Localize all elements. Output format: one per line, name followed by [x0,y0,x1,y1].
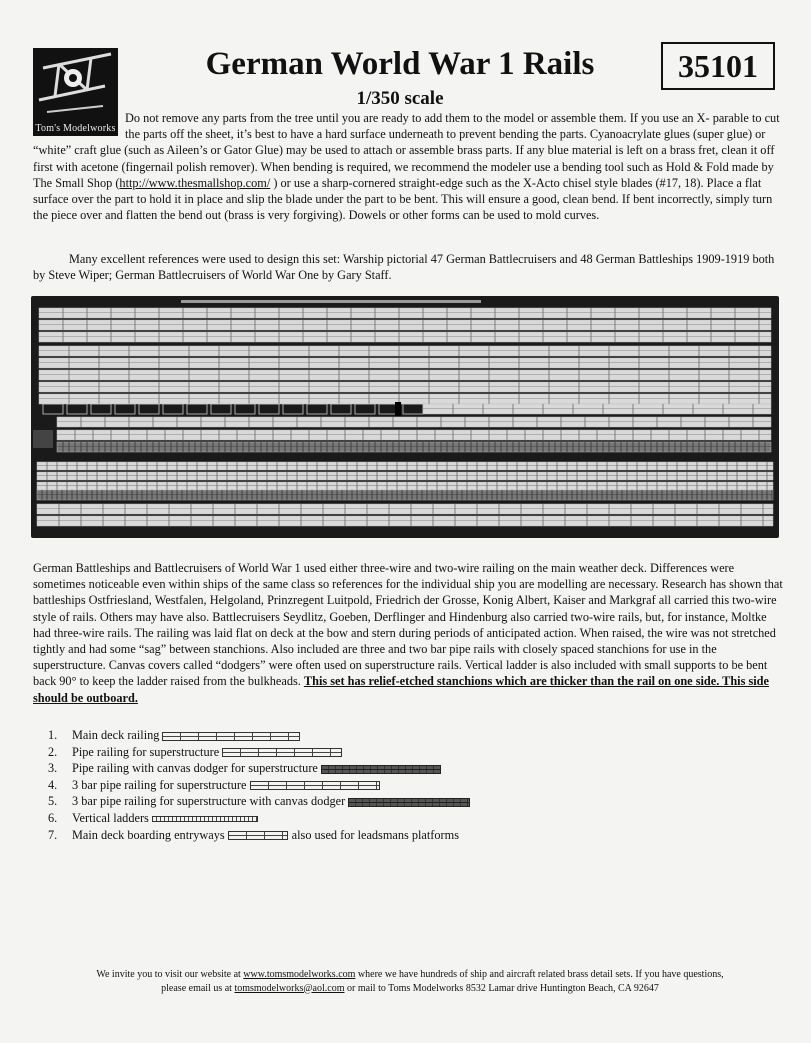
rail-strip [39,382,771,392]
item-label: 3 bar pipe railing for superstructure with canvas dodger [72,794,346,809]
item-label: Pipe railing with canvas dodger for superstructure [72,761,318,776]
rail-strip [57,442,771,452]
rail-strip [39,394,771,404]
item-number: 3. [48,761,58,776]
logo-text: Tom's Modelworks [35,123,116,134]
rail-swatch-icon [152,816,258,822]
entryway-part [403,404,423,414]
rail-swatch-icon [222,748,342,757]
entryway-part [235,404,255,414]
website-link[interactable]: www.tomsmodelworks.com [243,969,356,980]
scale-label: 1/350 scale [356,88,444,109]
entryway-part [355,404,375,414]
entryway-part [331,404,351,414]
entryway-part [187,404,207,414]
rail-strip [39,370,771,380]
photo-etch-fret [31,296,779,538]
rail-strip [39,346,771,356]
footer: We invite you to visit our website at www.tomsmodelworks.com where we have hundreds of ship and aircraft related brass detail sets. If you have questions, please email us at tomsmodelworks@aol.com or mail to Toms Modelworks 8532 Lamar drive Huntington Beach, CA 92647 [96,969,724,994]
entryway-part [43,404,63,414]
item-number: 5. [48,794,58,809]
references-paragraph: Many excellent references were used to design this set: Warship pictorial 47 German Battlecruisers and 48 German Battleships 1909-1919 both by Steve Wiper; German Battlecruisers of World War One by Gary Staff. [33,252,775,283]
entryway-part [91,404,111,414]
parts-list-item [48,777,608,794]
entryway-part [211,404,231,414]
rail-strip [39,332,771,342]
rail-strip [39,320,771,330]
item-number: 1. [48,728,58,742]
entryway-part [115,404,135,414]
sprue-label [181,300,481,303]
instructions-paragraph: Do not remove any parts from the tree until you are ready to add them to the model or assemble them. If you use an X- parable to cut the parts off the sheet, it’s best to have a hard surface underneath to prevent bending the parts. Cyanoacrylate glues (super glue) or “white” craft glue (such as Aileen’s or Gator Glue) may be used to attach or assemble brass parts. If any blue material is left on a brass fret, clean it off first with acetone (fingernail polish remover). When bending is required, we recommend the modeler use a bending tool such as Hold & Fold made by The Small Shop (http://www.thesmallshop.com/ ) or use a sharp-cornered straight-edge such as the X-Acto chisel style blades (#17, 18). Place a flat surface over the part to hold it in place and slip the blade under the part to be bent. This will ensure a good, clean bend. If bent incorrectly, simply turn the piece over and flatten the bend out (brass is very forgiving). Dowels or other forms can be used to mold curves. [33,111,780,223]
rail-swatch-icon [348,798,470,807]
entryway-part [283,404,303,414]
item-number: 4. [48,777,58,792]
outboard-warning: This set has relief-etched stanchions which are thicker than the rail on one side. This side should be outboard. [33,674,769,705]
entryway-part [67,404,87,414]
page-title: German World War 1 Rails [205,46,595,82]
part-number-box: 35101 [661,42,775,90]
rail-swatch-icon [162,732,300,741]
item-number: 2. [48,744,58,759]
item-label: Pipe railing for superstructure [72,744,220,759]
item-label: Main deck railing [72,728,160,742]
parts-list-item [48,793,608,810]
small-shop-link[interactable]: http://www.thesmallshop.com/ [119,175,271,190]
rail-swatch-icon [228,831,288,840]
entryway-part [259,404,279,414]
item-number: 6. [48,810,58,825]
item-label: 3 bar pipe railing for superstructure [72,777,247,792]
rail-strip [39,308,771,318]
entryway-part [163,404,183,414]
parts-list-item [48,760,608,777]
rail-strip [423,404,771,414]
entryway-part [307,404,327,414]
parts-list-item [48,827,608,844]
fret-tab [395,402,401,416]
item-number: 7. [48,827,58,842]
entryway-part [139,404,159,414]
rail-swatch-icon [250,781,380,790]
rail-strip [57,430,771,440]
parts-list-item [48,727,608,744]
rail-strip [57,417,771,427]
fret-side-label [33,430,53,448]
description-paragraph: German Battleships and Battlecruisers of World War 1 used either three-wire and two-wire railing on the main weather deck. Differences were sometimes noticeable even within ships of the same class so references for the individual ship you are modelling are necessary. Research has shown that battleships Ostfriesland, Westfalen, Helgoland, Prinzregent Luitpold, Friedrich der Grosse, Konig Albert, Kaiser and Markgraf all carried this two-wire style of rails. Others may have also. Battlecruisers Seydlitz, Goeben, Derflinger and Hindenburg also carried two-wire rails, but, for instance, Moltke had three-wire rails. The railing was laid flat on deck at the bow and stern during periods of anticipated action. When raised, the wire was not stretched tightly and had some “sag” between stanchions. Also included are three and two bar pipe rails with closely spaced stanchions for use in the superstructure. Canvas covers called “dodgers” were often used on superstructure rails. Vertical ladder is also included with small supports to be bent back 90° to keep the ladder raised from the bulkheads. This set has relief-etched stanchions which are thicker than the rail on one side. This side should be outboard. [33,561,783,705]
email-link[interactable]: tomsmodelworks@aol.com [234,982,345,994]
item-label: Vertical ladders [72,810,149,825]
parts-list-item [48,744,608,761]
item-note: also used for leadsmans platforms [291,827,459,842]
rail-swatch-icon [321,765,441,774]
parts-list [48,727,608,843]
item-label: Main deck boarding entryways [72,827,225,842]
parts-list-item [48,810,608,827]
rail-strip [39,358,771,368]
